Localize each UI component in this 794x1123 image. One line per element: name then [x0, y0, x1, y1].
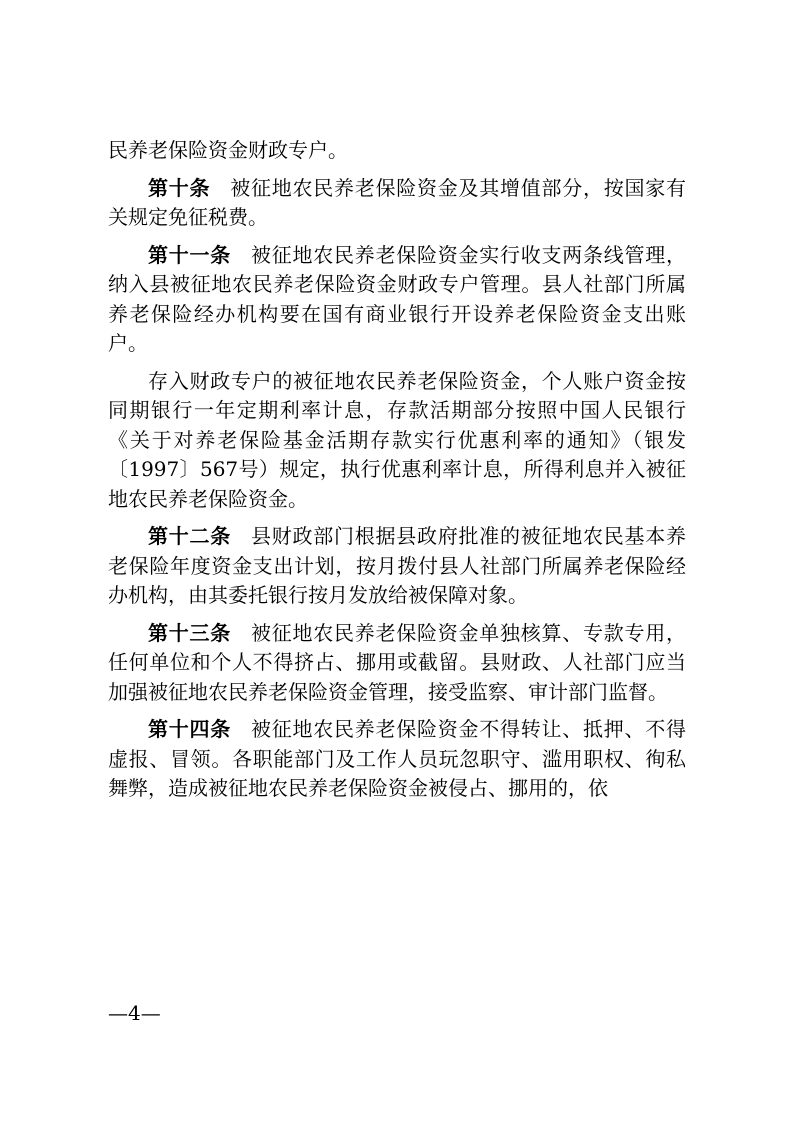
- article-number: 第十条: [148, 175, 211, 200]
- article-number: 第十三条: [148, 620, 231, 645]
- paragraph-article-10: [108, 174, 686, 233]
- paragraph-text: 民养老保险资金财政专户。: [108, 138, 348, 162]
- paragraph-text: 被征地农民养老保险资金不得转让、抵押、不得虚报、冒领。各职能部门及工作人员玩忽职守、滥用职权、徇私舞弊，造成被征地农民养老保险资金被侵占、挪用的，依: [108, 717, 686, 800]
- paragraph-text: 存入财政专户的被征地农民养老保险资金，个人账户资金按同期银行一年定期利率计息，存款活期部分按照中国人民银行《关于对养老保险基金活期存款实行优惠利率的通知》（银发〔1997〕567号）规定，执行优惠利率计息，所得利息并入被征地农民养老保险资金。: [108, 368, 686, 511]
- body-text: [108, 136, 686, 812]
- paragraph-text: 被征地农民养老保险资金及其增值部分，按国家有关规定免征税费。: [108, 175, 686, 229]
- paragraph-text: 县财政部门根据县政府批准的被征地农民基本养老保险年度资金支出计划，按月拨付县人社部门所属养老保险经办机构，由其委托银行按月发放给被保障对象。: [108, 524, 686, 607]
- paragraph-interest: [108, 367, 686, 515]
- article-number: 第十一条: [148, 242, 231, 267]
- paragraph-text: 被征地农民养老保险资金实行收支两条线管理，纳入县被征地农民养老保险资金财政专户管理。县人社部门所属养老保险经办机构要在国有商业银行开设养老保险资金支出账户。: [108, 242, 686, 355]
- paragraph-article-11: [108, 241, 686, 359]
- article-number: 第十四条: [148, 717, 231, 741]
- paragraph-article-12: [108, 522, 686, 611]
- paragraph-continuation: [108, 136, 686, 166]
- paragraph-text: 被征地农民养老保险资金单独核算、专款专用，任何单位和个人不得挤占、挪用或截留。县财政、人社部门应当加强被征地农民养老保险资金管理，接受监察、审计部门监督。: [108, 620, 686, 704]
- paragraph-article-13: [108, 619, 686, 708]
- article-number: 第十二条: [148, 524, 231, 548]
- page-number: —4—: [108, 1001, 161, 1025]
- paragraph-article-14: [108, 715, 686, 804]
